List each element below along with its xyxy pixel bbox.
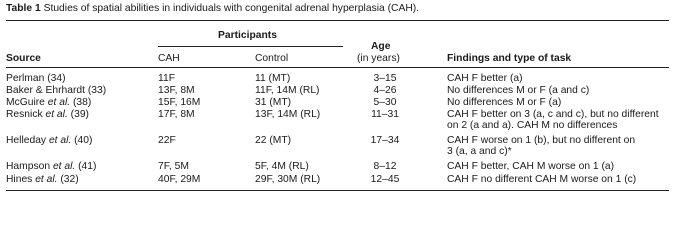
row-4-control: 13F, 14M (RL) — [255, 109, 321, 120]
row-7-cah: 40F, 29M — [158, 174, 201, 185]
row-7-age: 12–45 — [370, 174, 400, 185]
header-findings: Findings and type of task — [447, 53, 572, 64]
row-2-source: Baker & Ehrhardt (33) — [6, 85, 107, 96]
row-1-findings: CAH F better (a) — [447, 73, 523, 84]
row-5-findings-line-2: 3 (a, a and c)* — [447, 146, 512, 157]
header-rule — [6, 67, 669, 68]
row-3-findings: No differences M or F (a) — [447, 97, 562, 108]
row-2-cah: 13F, 8M — [158, 85, 195, 96]
header-cah: CAH — [158, 53, 180, 64]
row-5-control: 22 (MT) — [255, 135, 292, 146]
row-5-findings-line-1: CAH F worse on 1 (b), but no different on — [447, 135, 636, 146]
row-2-age: 4–26 — [373, 85, 397, 96]
header-age: Age — [371, 41, 391, 52]
row-2-findings: No differences M or F (a and c) — [447, 85, 590, 96]
row-6-cah: 7F, 5M — [158, 161, 189, 172]
table-title: Studies of spatial abilities in individuals with congenital adrenal hyperplasia (CAH). — [43, 3, 420, 14]
row-3-source: McGuire et al. (38) — [6, 97, 92, 108]
row-1-age: 3–15 — [373, 73, 397, 84]
row-1-control: 11 (MT) — [255, 73, 291, 84]
row-4-source: Resnick et al. (39) — [6, 109, 89, 120]
header-control: Control — [255, 53, 289, 64]
table-label: Table 1 — [6, 3, 41, 14]
table-caption — [6, 3, 419, 14]
row-3-cah: 15F, 16M — [158, 97, 201, 108]
row-4-findings-line-1: CAH F better on 3 (a, c and c), but no different — [447, 109, 659, 120]
row-4-findings-line-2: on 2 (a and a). CAH M no differences — [447, 120, 618, 131]
row-3-control: 31 (MT) — [255, 97, 292, 108]
row-6-findings: CAH F better, CAH M worse on 1 (a) — [447, 161, 615, 172]
row-2-control: 11F, 14M (RL) — [255, 85, 320, 96]
row-5-age: 17–34 — [370, 135, 400, 146]
row-7-findings: CAH F no different CAH M worse on 1 (c) — [447, 174, 637, 185]
row-4-age: 11–31 — [371, 109, 399, 120]
row-6-control: 5F, 4M (RL) — [255, 161, 309, 172]
header-age-unit: (in years) — [357, 53, 400, 64]
row-6-source: Hampson et al. (41) — [6, 161, 97, 172]
row-6-age: 8–12 — [373, 161, 397, 172]
row-4-cah: 17F, 8M — [158, 109, 195, 120]
top-rule — [6, 20, 669, 21]
row-1-cah: 11F — [158, 73, 175, 84]
row-7-source: Hines et al. (32) — [6, 174, 79, 185]
row-1-source: Perlman (34) — [6, 73, 66, 84]
row-5-cah: 22F — [158, 135, 176, 146]
row-7-control: 29F, 30M (RL) — [255, 174, 321, 185]
participants-underline — [158, 46, 343, 47]
header-participants: Participants — [218, 30, 277, 41]
bottom-rule — [6, 190, 669, 191]
header-source: Source — [6, 53, 41, 64]
row-3-age: 5–30 — [373, 97, 397, 108]
row-5-source: Helleday et al. (40) — [6, 135, 93, 146]
